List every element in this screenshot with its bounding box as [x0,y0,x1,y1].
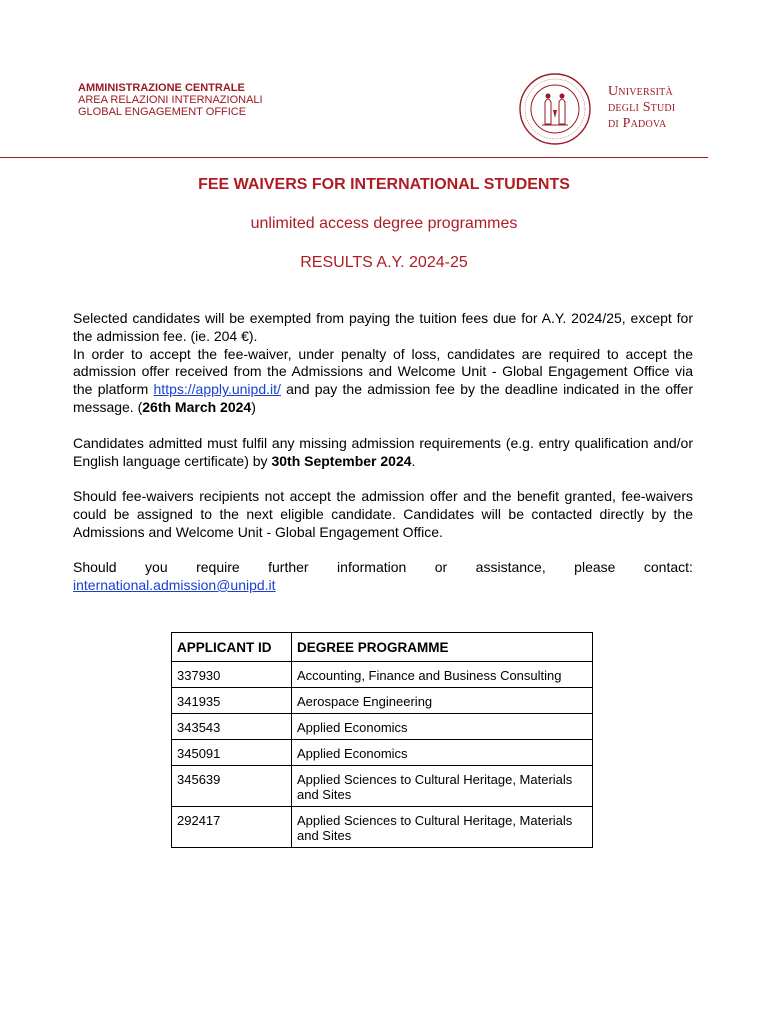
accept-offer-text: In order to accept the fee-waiver, under penalty of loss, candidates are required to accept the admission offer received from the Admissions and Welcome Unit - Global Engagement Office via the platform [73,345,693,398]
paragraph-fee-exemption [73,310,693,417]
document-title: FEE WAIVERS FOR INTERNATIONAL STUDENTS [198,176,570,193]
paragraph-accept-offer [73,346,693,417]
paragraph-exemption-text: Selected candidates will be exempted from paying the tuition fees due for A.Y. 2024/25, except for the admission fee. (ie. 204 €). [73,310,693,344]
university-logo [518,72,698,146]
table-row [172,740,593,766]
table-row [172,807,593,848]
applicant-id-cell: 337930 [172,662,292,688]
degree-programme-cell: Applied Economics [292,714,593,740]
contact-word: further [268,559,309,575]
university-seal-icon [518,72,592,146]
contact-word: please [574,559,616,575]
applicant-id-cell: 345639 [172,766,292,807]
results-heading: RESULTS A.Y. 2024-25 [300,254,468,271]
requirements-deadline: 30th September 2024 [271,452,412,469]
accept-offer-text-end: ) [251,398,256,415]
applicant-id-cell: 341935 [172,688,292,714]
degree-programme-cell: Applied Sciences to Cultural Heritage, Materials and Sites [292,807,593,848]
office-line-3: GLOBAL ENGAGEMENT OFFICE [78,106,247,118]
header-divider [0,157,708,158]
contact-word: or [434,559,448,575]
office-line-1: AMMINISTRAZIONE CENTRALE [78,82,245,94]
paragraph-reassignment: Should fee-waivers recipients not accept the admission offer and the benefit granted, fee-waivers could be assigned to the next eligible candidate. Candidates will be contacted directly by the Admissions and Welcome Unit - Global Engagement Office. [73,488,693,540]
degree-programme-cell: Applied Economics [292,740,593,766]
applicant-id-cell: 345091 [172,740,292,766]
contact-word: you [145,559,168,575]
column-header-applicant-id: APPLICANT ID [172,633,292,662]
requirements-text: Candidates admitted must fulfil any missing admission requirements (e.g. entry qualification and/or English language certificate) by [73,435,693,469]
contact-sentence [73,559,693,577]
accept-offer-text-2: and pay the admission fee by the deadline indicated in the offer message. ( [73,381,693,415]
university-name [608,84,675,132]
offer-deadline: 26th March 2024 [142,398,252,415]
applicant-id-cell: 292417 [172,807,292,848]
contact-word: Should [73,559,117,575]
university-name-line-1: Università [608,84,673,99]
degree-programme-cell: Accounting, Finance and Business Consulting [292,662,593,688]
apply-platform-link[interactable]: https://apply.unipd.it/ [153,381,281,398]
document-subtitle: unlimited access degree programmes [250,215,518,232]
applicant-id-cell: 343543 [172,714,292,740]
contact-word: assistance, [475,559,546,575]
requirements-text-end: . [411,452,416,469]
university-name-line-2: degli Studi [608,100,676,115]
contact-email-link[interactable]: international.admission@unipd.it [73,576,276,593]
contact-word: information [337,559,407,575]
table-row [172,662,593,688]
office-header [78,82,263,118]
contact-word: contact: [643,559,693,575]
degree-programme-cell: Aerospace Engineering [292,688,593,714]
university-name-line-3: di Padova [608,116,667,131]
paragraph-requirements [73,435,693,471]
table-row [172,714,593,740]
paragraph-contact [73,559,693,595]
results-table [171,632,593,848]
contact-word: require [196,559,240,575]
degree-programme-cell: Applied Sciences to Cultural Heritage, Materials and Sites [292,766,593,807]
table-row [172,766,593,807]
table-row [172,688,593,714]
office-line-2: AREA RELAZIONI INTERNAZIONALI [78,94,263,106]
column-header-degree-programme: DEGREE PROGRAMME [292,633,593,662]
table-header-row [172,633,593,662]
